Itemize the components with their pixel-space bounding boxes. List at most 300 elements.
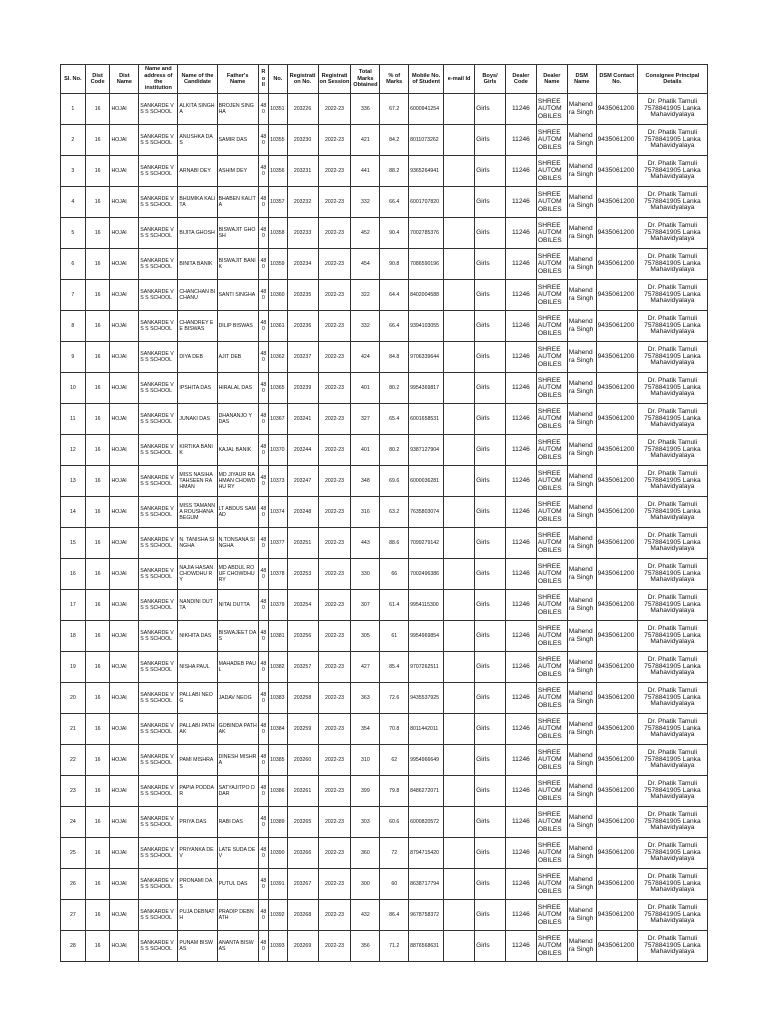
dsm-name-cell: Mahend ra Singh [567,187,596,218]
consignee-cell: Dr. Phatik Tamuli 7578841905 Lanka Mahavidyalaya [637,652,707,683]
dealer-name-cell: SHREE AUTOM OBILES [536,652,567,683]
candidate-name-cell: ALKITA SINGHA [178,94,217,125]
dsm-name-cell: Mahend ra Singh [567,94,596,125]
mobile-cell: 8486272071 [409,776,444,807]
dsm-name-cell: Mahend ra Singh [567,807,596,838]
email-cell [444,714,475,745]
candidate-name-cell: PAMI MISHRA [178,745,217,776]
father-name-cell: KAJAL BANIK [217,435,258,466]
dealer-name-cell: SHREE AUTOM OBILES [536,156,567,187]
mobile-cell: 6001707820 [409,187,444,218]
table-row [61,931,708,962]
mobile-cell: 8011442011 [409,714,444,745]
roll-cell: 480 [258,900,268,931]
column-header: Dealer Code [505,65,536,94]
table-row [61,125,708,156]
dsm-name-cell: Mahend ra Singh [567,621,596,652]
dealer-name-cell: SHREE AUTOM OBILES [536,807,567,838]
table-row [61,435,708,466]
candidate-name-cell: MISS TAMANNA ROUSHANA BEGUM [178,497,217,528]
roll-no-cell: 10367 [269,404,288,435]
consignee-cell: Dr. Phatik Tamuli 7578841905 Lanka Mahavidyalaya [637,714,707,745]
dealer-name-cell: SHREE AUTOM OBILES [536,776,567,807]
dist-name-cell: HOJAI [110,745,139,776]
dsm-contact-cell: 9435061200 [596,714,637,745]
roll-no-cell: 10357 [269,187,288,218]
dist-code-cell: 16 [85,838,110,869]
percent-marks-cell: 80.2 [380,373,409,404]
roll-cell: 480 [258,280,268,311]
registration-no-cell: 203257 [287,652,318,683]
roll-no-cell: 10389 [269,807,288,838]
consignee-cell: Dr. Phatik Tamuli 7578841905 Lanka Mahavidyalaya [637,311,707,342]
email-cell [444,311,475,342]
percent-marks-cell: 69.6 [380,466,409,497]
roll-cell: 480 [258,187,268,218]
dealer-code-cell: 11246 [505,156,536,187]
consignee-cell: Dr. Phatik Tamuli 7578841905 Lanka Mahavidyalaya [637,745,707,776]
email-cell [444,342,475,373]
column-header: % of Marks [380,65,409,94]
mobile-cell: 8402004588 [409,280,444,311]
total-marks-cell: 401 [351,435,380,466]
roll-cell: 480 [258,652,268,683]
column-header: DSM Contact No. [596,65,637,94]
gender-cell: Girls [475,807,506,838]
mobile-cell: 8876568631 [409,931,444,962]
roll-no-cell: 10381 [269,621,288,652]
registration-session-cell: 2022-23 [318,218,351,249]
gender-cell: Girls [475,559,506,590]
registration-no-cell: 203234 [287,249,318,280]
roll-cell: 480 [258,373,268,404]
dealer-code-cell: 11246 [505,342,536,373]
gender-cell: Girls [475,931,506,962]
dealer-code-cell: 11246 [505,373,536,404]
email-cell [444,435,475,466]
dsm-contact-cell: 9435061200 [596,621,637,652]
consignee-cell: Dr. Phatik Tamuli 7578841905 Lanka Mahavidyalaya [637,249,707,280]
total-marks-cell: 360 [351,838,380,869]
mobile-cell: 9954966649 [409,745,444,776]
dealer-code-cell: 11246 [505,125,536,156]
roll-no-cell: 10365 [269,373,288,404]
dsm-name-cell: Mahend ra Singh [567,652,596,683]
sl-cell: 25 [61,838,86,869]
dist-code-cell: 16 [85,652,110,683]
father-name-cell: SATYAJITPO DDAR [217,776,258,807]
sl-cell: 12 [61,435,86,466]
gender-cell: Girls [475,156,506,187]
percent-marks-cell: 88.6 [380,528,409,559]
dsm-contact-cell: 9435061200 [596,497,637,528]
total-marks-cell: 316 [351,497,380,528]
registration-no-cell: 203233 [287,218,318,249]
gender-cell: Girls [475,249,506,280]
roll-cell: 480 [258,807,268,838]
total-marks-cell: 327 [351,404,380,435]
table-row [61,745,708,776]
roll-no-cell: 10358 [269,218,288,249]
dealer-code-cell: 11246 [505,466,536,497]
dist-name-cell: HOJAI [110,776,139,807]
gender-cell: Girls [475,125,506,156]
dealer-code-cell: 11246 [505,869,536,900]
dealer-code-cell: 11246 [505,621,536,652]
registration-session-cell: 2022-23 [318,776,351,807]
dsm-name-cell: Mahend ra Singh [567,776,596,807]
email-cell [444,373,475,404]
email-cell [444,652,475,683]
sl-cell: 1 [61,94,86,125]
registration-no-cell: 203247 [287,466,318,497]
candidate-name-cell: KIRTIKA BANIK [178,435,217,466]
dsm-name-cell: Mahend ra Singh [567,838,596,869]
institution-cell: SANKARDE V S S SCHOOL [139,497,178,528]
dist-name-cell: HOJAI [110,497,139,528]
institution-cell: SANKARDE V S S SCHOOL [139,125,178,156]
dist-code-cell: 16 [85,466,110,497]
roll-cell: 480 [258,125,268,156]
father-name-cell: AJIT DEB [217,342,258,373]
candidate-name-cell: NISHA PAUL [178,652,217,683]
registration-session-cell: 2022-23 [318,931,351,962]
roll-cell: 480 [258,435,268,466]
institution-cell: SANKARDE V S S SCHOOL [139,683,178,714]
dist-code-cell: 16 [85,931,110,962]
registration-session-cell: 2022-23 [318,714,351,745]
father-name-cell: BISWAJIT GHOSH [217,218,258,249]
candidate-name-cell: JUNAKI DAS [178,404,217,435]
institution-cell: SANKARDE V S S SCHOOL [139,621,178,652]
sl-cell: 6 [61,249,86,280]
consignee-cell: Dr. Phatik Tamuli 7578841905 Lanka Mahavidyalaya [637,280,707,311]
registration-session-cell: 2022-23 [318,652,351,683]
dist-name-cell: HOJAI [110,156,139,187]
total-marks-cell: 348 [351,466,380,497]
mobile-cell: 9954369817 [409,373,444,404]
registration-session-cell: 2022-23 [318,404,351,435]
dist-code-cell: 16 [85,528,110,559]
total-marks-cell: 432 [351,900,380,931]
dsm-contact-cell: 9435061200 [596,404,637,435]
total-marks-cell: 427 [351,652,380,683]
dealer-code-cell: 11246 [505,280,536,311]
total-marks-cell: 363 [351,683,380,714]
table-row [61,311,708,342]
dist-name-cell: HOJAI [110,187,139,218]
dist-name-cell: HOJAI [110,931,139,962]
column-header: DSM Name [567,65,596,94]
column-header: No. [269,65,288,94]
dsm-name-cell: Mahend ra Singh [567,590,596,621]
father-name-cell: PRADIP DEBNATH [217,900,258,931]
dealer-code-cell: 11246 [505,497,536,528]
dsm-name-cell: Mahend ra Singh [567,497,596,528]
sl-cell: 15 [61,528,86,559]
dist-name-cell: HOJAI [110,125,139,156]
dealer-code-cell: 11246 [505,528,536,559]
dist-name-cell: HOJAI [110,838,139,869]
roll-cell: 480 [258,931,268,962]
total-marks-cell: 330 [351,559,380,590]
consignee-cell: Dr. Phatik Tamuli 7578841905 Lanka Mahavidyalaya [637,807,707,838]
mobile-cell: 7635803074 [409,497,444,528]
roll-no-cell: 10359 [269,249,288,280]
dsm-contact-cell: 9435061200 [596,280,637,311]
registration-no-cell: 203266 [287,838,318,869]
table-row [61,187,708,218]
table-row [61,683,708,714]
gender-cell: Girls [475,590,506,621]
email-cell [444,683,475,714]
column-header: Dist Code [85,65,110,94]
consignee-cell: Dr. Phatik Tamuli 7578841905 Lanka Mahavidyalaya [637,218,707,249]
dist-code-cell: 16 [85,683,110,714]
dsm-contact-cell: 9435061200 [596,683,637,714]
father-name-cell: N.TONSANA SINGHA [217,528,258,559]
header-row [61,65,708,94]
roll-no-cell: 10386 [269,776,288,807]
dealer-code-cell: 11246 [505,776,536,807]
total-marks-cell: 332 [351,311,380,342]
dealer-name-cell: SHREE AUTOM OBILES [536,125,567,156]
percent-marks-cell: 64.4 [380,280,409,311]
candidate-name-cell: CHANDREY EE BISWAS [178,311,217,342]
mobile-cell: 9954115300 [409,590,444,621]
mobile-cell: 9954969854 [409,621,444,652]
candidate-name-cell: PRIYANKA DEV [178,838,217,869]
email-cell [444,559,475,590]
sl-cell: 16 [61,559,86,590]
father-name-cell: MD JIYAUR RAHMAN CHOWDHU RY [217,466,258,497]
registration-session-cell: 2022-23 [318,869,351,900]
dsm-contact-cell: 9435061200 [596,125,637,156]
consignee-cell: Dr. Phatik Tamuli 7578841905 Lanka Mahavidyalaya [637,621,707,652]
dist-name-cell: HOJAI [110,559,139,590]
dsm-name-cell: Mahend ra Singh [567,931,596,962]
dist-name-cell: HOJAI [110,435,139,466]
column-header: Ro ll [258,65,268,94]
dealer-name-cell: SHREE AUTOM OBILES [536,714,567,745]
sl-cell: 28 [61,931,86,962]
total-marks-cell: 441 [351,156,380,187]
dealer-code-cell: 11246 [505,652,536,683]
candidate-name-cell: PUNAM BISWAS [178,931,217,962]
dist-name-cell: HOJAI [110,590,139,621]
table-row [61,590,708,621]
sl-cell: 2 [61,125,86,156]
dsm-contact-cell: 9435061200 [596,466,637,497]
dsm-contact-cell: 9435061200 [596,900,637,931]
percent-marks-cell: 72 [380,838,409,869]
dealer-code-cell: 11246 [505,900,536,931]
roll-no-cell: 10385 [269,745,288,776]
table-row [61,218,708,249]
registration-session-cell: 2022-23 [318,590,351,621]
table-row [61,869,708,900]
dsm-contact-cell: 9435061200 [596,218,637,249]
gender-cell: Girls [475,404,506,435]
candidate-name-cell: N. TANISHA SINGHA [178,528,217,559]
gender-cell: Girls [475,435,506,466]
dist-code-cell: 16 [85,156,110,187]
dsm-name-cell: Mahend ra Singh [567,869,596,900]
dealer-code-cell: 11246 [505,559,536,590]
percent-marks-cell: 60 [380,869,409,900]
registration-session-cell: 2022-23 [318,187,351,218]
registration-no-cell: 203251 [287,528,318,559]
dealer-name-cell: SHREE AUTOM OBILES [536,187,567,218]
dist-name-cell: HOJAI [110,280,139,311]
email-cell [444,931,475,962]
column-header: Dealer Name [536,65,567,94]
column-header: Registrati on No. [287,65,318,94]
email-cell [444,156,475,187]
registration-no-cell: 203226 [287,94,318,125]
candidate-table [60,64,708,962]
gender-cell: Girls [475,776,506,807]
dsm-contact-cell: 9435061200 [596,94,637,125]
roll-no-cell: 10384 [269,714,288,745]
roll-no-cell: 10362 [269,342,288,373]
total-marks-cell: 305 [351,621,380,652]
email-cell [444,404,475,435]
roll-no-cell: 10370 [269,435,288,466]
mobile-cell: 8011073262 [409,125,444,156]
email-cell [444,466,475,497]
percent-marks-cell: 71.2 [380,931,409,962]
dist-code-cell: 16 [85,900,110,931]
email-cell [444,900,475,931]
institution-cell: SANKARDE V S S SCHOOL [139,714,178,745]
table-row [61,156,708,187]
sl-cell: 26 [61,869,86,900]
candidate-name-cell: NIKHITA DAS [178,621,217,652]
dsm-contact-cell: 9435061200 [596,311,637,342]
email-cell [444,125,475,156]
dsm-contact-cell: 9435061200 [596,435,637,466]
consignee-cell: Dr. Phatik Tamuli 7578841905 Lanka Mahavidyalaya [637,931,707,962]
dealer-code-cell: 11246 [505,249,536,280]
registration-session-cell: 2022-23 [318,559,351,590]
registration-session-cell: 2022-23 [318,94,351,125]
registration-no-cell: 203253 [287,559,318,590]
dsm-name-cell: Mahend ra Singh [567,218,596,249]
roll-no-cell: 10379 [269,590,288,621]
roll-cell: 480 [258,869,268,900]
father-name-cell: RABI DAS [217,807,258,838]
table-row [61,280,708,311]
column-header: Total Marks Obtained [351,65,380,94]
dist-code-cell: 16 [85,280,110,311]
total-marks-cell: 307 [351,590,380,621]
roll-cell: 480 [258,311,268,342]
percent-marks-cell: 67.2 [380,94,409,125]
dist-code-cell: 16 [85,497,110,528]
dsm-contact-cell: 9435061200 [596,373,637,404]
consignee-cell: Dr. Phatik Tamuli 7578841905 Lanka Mahavidyalaya [637,125,707,156]
total-marks-cell: 401 [351,373,380,404]
dsm-contact-cell: 9435061200 [596,590,637,621]
registration-no-cell: 203237 [287,342,318,373]
candidate-name-cell: PALLABI NEOG [178,683,217,714]
total-marks-cell: 452 [351,218,380,249]
sl-cell: 20 [61,683,86,714]
column-header: Boys/ Girls [475,65,506,94]
dsm-name-cell: Mahend ra Singh [567,900,596,931]
email-cell [444,776,475,807]
dsm-name-cell: Mahend ra Singh [567,528,596,559]
institution-cell: SANKARDE V S S SCHOOL [139,249,178,280]
mobile-cell: 9706339644 [409,342,444,373]
roll-no-cell: 10377 [269,528,288,559]
registration-no-cell: 203268 [287,900,318,931]
dealer-name-cell: SHREE AUTOM OBILES [536,94,567,125]
percent-marks-cell: 86.4 [380,900,409,931]
sl-cell: 9 [61,342,86,373]
dist-code-cell: 16 [85,94,110,125]
candidate-name-cell: PRIYA DAS [178,807,217,838]
roll-cell: 480 [258,528,268,559]
dist-name-cell: HOJAI [110,621,139,652]
mobile-cell: 7099279142 [409,528,444,559]
roll-cell: 480 [258,249,268,280]
registration-no-cell: 203248 [287,497,318,528]
table-body [61,94,708,962]
consignee-cell: Dr. Phatik Tamuli 7578841905 Lanka Mahavidyalaya [637,156,707,187]
father-name-cell: DINESH MISHRA [217,745,258,776]
roll-cell: 480 [258,342,268,373]
dealer-name-cell: SHREE AUTOM OBILES [536,590,567,621]
mobile-cell: 6000820572 [409,807,444,838]
total-marks-cell: 336 [351,94,380,125]
institution-cell: SANKARDE V S S SCHOOL [139,900,178,931]
percent-marks-cell: 90.8 [380,249,409,280]
dist-name-cell: HOJAI [110,900,139,931]
consignee-cell: Dr. Phatik Tamuli 7578841905 Lanka Mahavidyalaya [637,187,707,218]
sl-cell: 23 [61,776,86,807]
father-name-cell: LATE SUDA DEV [217,838,258,869]
sl-cell: 4 [61,187,86,218]
table-row [61,528,708,559]
email-cell [444,590,475,621]
candidate-name-cell: PALLABI PATHAK [178,714,217,745]
column-header: Consignee Principal Details [637,65,707,94]
sl-cell: 24 [61,807,86,838]
roll-no-cell: 10391 [269,869,288,900]
institution-cell: SANKARDE V S S SCHOOL [139,404,178,435]
candidate-name-cell: DIYA DEB [178,342,217,373]
percent-marks-cell: 80.2 [380,435,409,466]
candidate-name-cell: BHUMIKA KALITA [178,187,217,218]
institution-cell: SANKARDE V S S SCHOOL [139,869,178,900]
institution-cell: SANKARDE V S S SCHOOL [139,280,178,311]
dealer-code-cell: 11246 [505,404,536,435]
dsm-name-cell: Mahend ra Singh [567,404,596,435]
dealer-code-cell: 11246 [505,435,536,466]
father-name-cell: BISWAJEET DAS [217,621,258,652]
dealer-name-cell: SHREE AUTOM OBILES [536,342,567,373]
dsm-contact-cell: 9435061200 [596,745,637,776]
registration-session-cell: 2022-23 [318,621,351,652]
mobile-cell: 9435537925 [409,683,444,714]
table-row [61,714,708,745]
roll-cell: 480 [258,94,268,125]
roll-cell: 480 [258,621,268,652]
dealer-name-cell: SHREE AUTOM OBILES [536,931,567,962]
registration-no-cell: 203232 [287,187,318,218]
